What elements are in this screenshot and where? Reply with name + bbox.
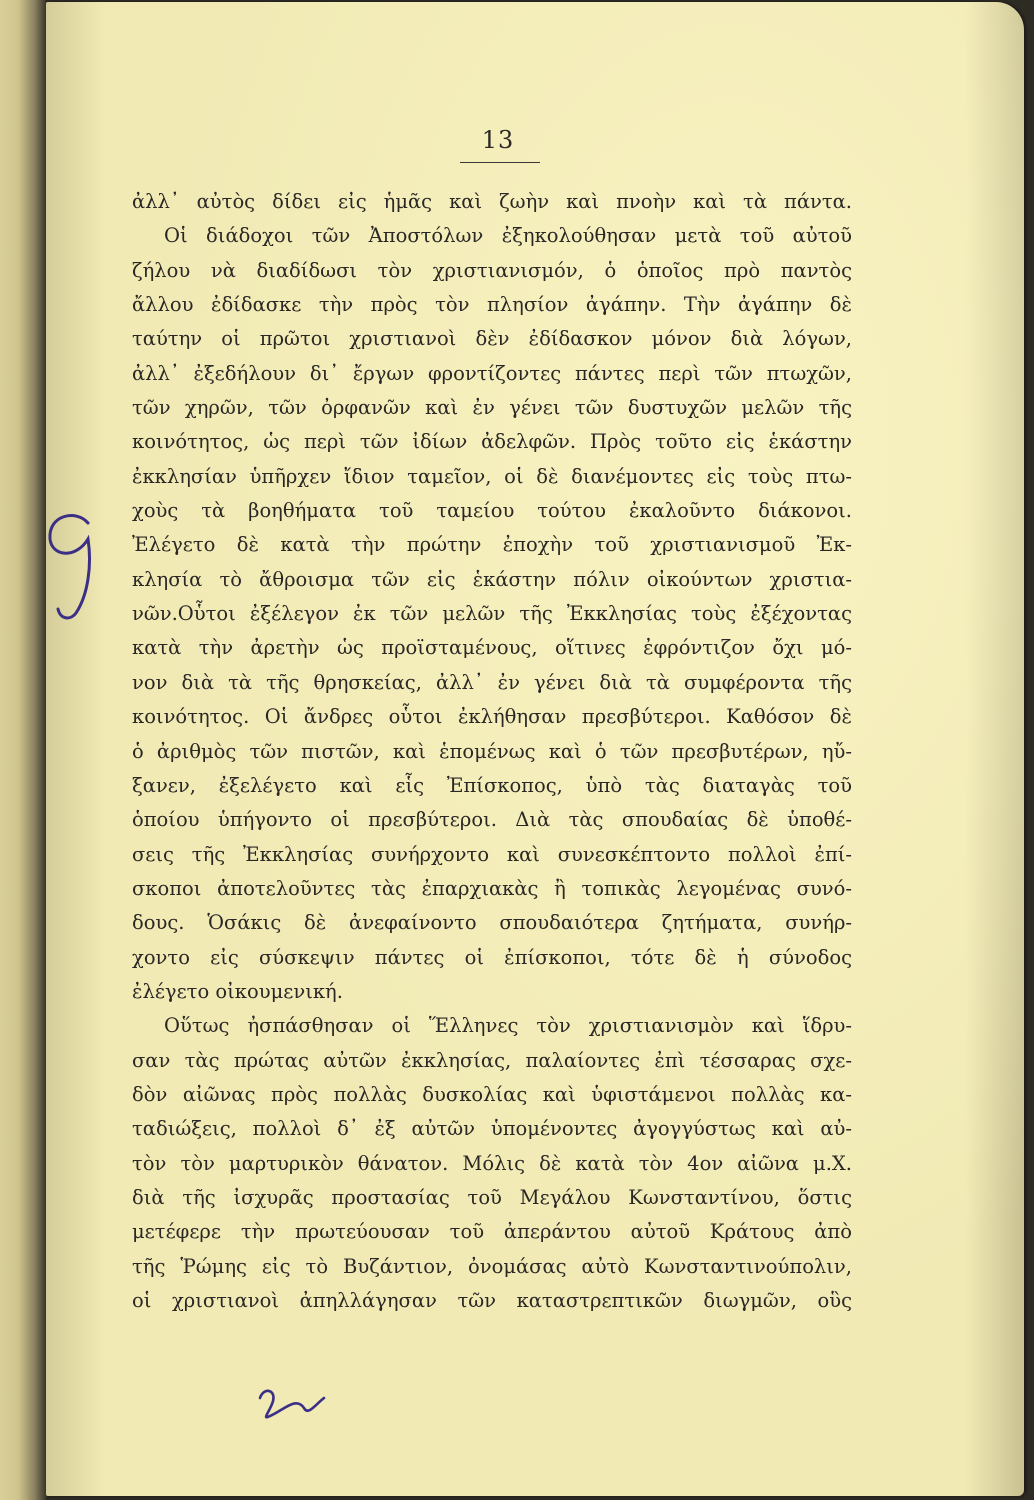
text-line: σαν τὰς πρώτας αὐτῶν ἐκκλησίας, παλαίοντες ἐπὶ τέσσαρας σχε- bbox=[132, 1048, 852, 1072]
text-line: ξανεν, ἐξελέγετο καὶ εἷς Ἐπίσκοπος, ὑπὸ τὰς διαταγὰς τοῦ bbox=[132, 773, 852, 797]
text-line: ἐκκλησίαν ὑπῆρχεν ἴδιον ταμεῖον, οἱ δὲ διανέμοντες εἰς τοὺς πτω- bbox=[132, 464, 852, 488]
text-line: ζήλου νὰ διαδίδωσι τὸν χριστιανισμόν, ὁ ὁποῖος πρὸ παντὸς bbox=[132, 258, 852, 282]
text-line: ὁποίου ὑπήγοντο οἱ πρεσβύτεροι. Διὰ τὰς σπουδαίας δὲ ὑποθέ- bbox=[132, 808, 852, 832]
text-line: σεις τῆς Ἐκκλησίας συνήρχοντο καὶ συνεσκέπτοντο πολλοὶ ἐπί- bbox=[132, 842, 852, 866]
handwritten-nine-mark bbox=[36, 505, 106, 625]
text-line: ταύτην οἱ πρῶτοι χριστιανοὶ δὲν ἐδίδασκον μόνον διὰ λόγων, bbox=[132, 327, 852, 351]
text-line: κλησία τὸ ἄθροισμα τῶν εἰς ἑκάστην πόλιν οἰκούντων χριστια- bbox=[132, 567, 852, 591]
text-line: ἀλλ᾽ ἐξεδήλουν δι᾽ ἔργων φροντίζοντες πάντες περὶ τῶν πτωχῶν, bbox=[132, 361, 852, 385]
text-line: τῆς Ῥώμης εἰς τὸ Βυζάντιον, ὀνομάσας αὐτὸ Κωνσταντινούπολιν, bbox=[132, 1254, 852, 1278]
page-number-rule bbox=[460, 162, 540, 163]
text-line: ἄλλου ἐδίδασκε τὴν πρὸς τὸν πλησίον ἀγάπην. Τὴν ἀγάπην δὲ bbox=[132, 293, 852, 317]
text-line: κατὰ τὴν ἀρετὴν ὡς προϊσταμένους, οἵτινες ἐφρόντιζον ὄχι μό- bbox=[132, 636, 852, 660]
page-number: 13 bbox=[481, 126, 515, 154]
text-line: νῶν.Οὗτοι ἐξέλεγον ἐκ τῶν μελῶν τῆς Ἐκκλησίας τοὺς ἐξέχοντας bbox=[132, 602, 852, 626]
text-line: ἐλέγετο οἰκουμενική. bbox=[132, 979, 343, 1003]
text-line: δὸν αἰῶνας πρὸς πολλὰς δυσκολίας καὶ ὑφιστάμενοι πολλὰς κα- bbox=[132, 1082, 852, 1106]
text-line: ἀλλ᾽ αὐτὸς δίδει εἰς ἡμᾶς καὶ ζωὴν καὶ πνοὴν καὶ τὰ πάντα. bbox=[132, 190, 852, 213]
text-line: Οἱ διάδοχοι τῶν Ἀποστόλων ἐξηκολούθησαν μετὰ τοῦ αὐτοῦ bbox=[164, 224, 852, 248]
text-line: διὰ τῆς ἰσχυρᾶς προστασίας τοῦ Μεγάλου Κωνσταντίνου, ὅστις bbox=[132, 1185, 852, 1209]
text-line: μετέφερε τὴν πρωτεύουσαν τοῦ ἀπεράντου αὐτοῦ Κράτους ἀπὸ bbox=[132, 1220, 852, 1244]
text-line: τῶν χηρῶν, τῶν ὀρφανῶν καὶ ἐν γένει τῶν δυστυχῶν μελῶν τῆς bbox=[132, 396, 852, 420]
text-line: νον διὰ τὰ τῆς θρησκείας, ἀλλ᾽ ἐν γένει διὰ τὰ συμφέροντα τῆς bbox=[132, 670, 852, 694]
text-line: κοινότητος, ὡς περὶ τῶν ἰδίων ἀδελφῶν. Πρὸς τοῦτο εἰς ἑκάστην bbox=[132, 430, 852, 454]
text-line: χοὺς τὰ βοηθήματα τοῦ ταμείου τούτου ἐκαλοῦντο διάκονοι. bbox=[132, 499, 852, 523]
text-line: χοντο εἰς σύσκεψιν πάντες οἱ ἐπίσκοποι, τότε δὲ ἡ σύνοδος bbox=[132, 945, 852, 969]
text-line: κοινότητος. Οἱ ἄνδρες οὗτοι ἐκλήθησαν πρεσβύτεροι. Καθόσον δὲ bbox=[132, 705, 852, 729]
text-line: Οὕτως ἠσπάσθησαν οἱ Ἕλληνες τὸν χριστιανισμὸν καὶ ἵδρυ- bbox=[164, 1014, 852, 1038]
handwritten-two-mark bbox=[250, 1380, 330, 1430]
body-text bbox=[132, 185, 852, 1318]
text-line: σκοποι ἀποτελοῦντες τὰς ἐπαρχιακὰς ἢ τοπικὰς λεγομένας συνό- bbox=[132, 876, 852, 900]
text-line: δους. Ὁσάκις δὲ ἀνεφαίνοντο σπουδαιότερα ζητήματα, συνήρ- bbox=[132, 911, 852, 935]
text-line: ὁ ἀριθμὸς τῶν πιστῶν, καὶ ἑπομένως καὶ ὁ τῶν πρεσβυτέρων, ηὔ- bbox=[132, 739, 852, 763]
text-line: ταδιώξεις, πολλοὶ δ᾽ ἐξ αὐτῶν ὑπομένοντες ἀγογγύστως καὶ αὐ- bbox=[132, 1117, 852, 1141]
binding-gutter bbox=[0, 0, 46, 1500]
text-line: τὸν τὸν μαρτυρικὸν θάνατον. Μόλις δὲ κατὰ τὸν 4ον αἰῶνα μ.Χ. bbox=[132, 1151, 852, 1175]
text-line: Ἐλέγετο δὲ κατὰ τὴν πρώτην ἐποχὴν τοῦ χριστιανισμοῦ Ἐκ- bbox=[132, 533, 852, 557]
text-line: οἱ χριστιανοὶ ἀπηλλάγησαν τῶν καταστρεπτικῶν διωγμῶν, οὓς bbox=[132, 1289, 852, 1312]
